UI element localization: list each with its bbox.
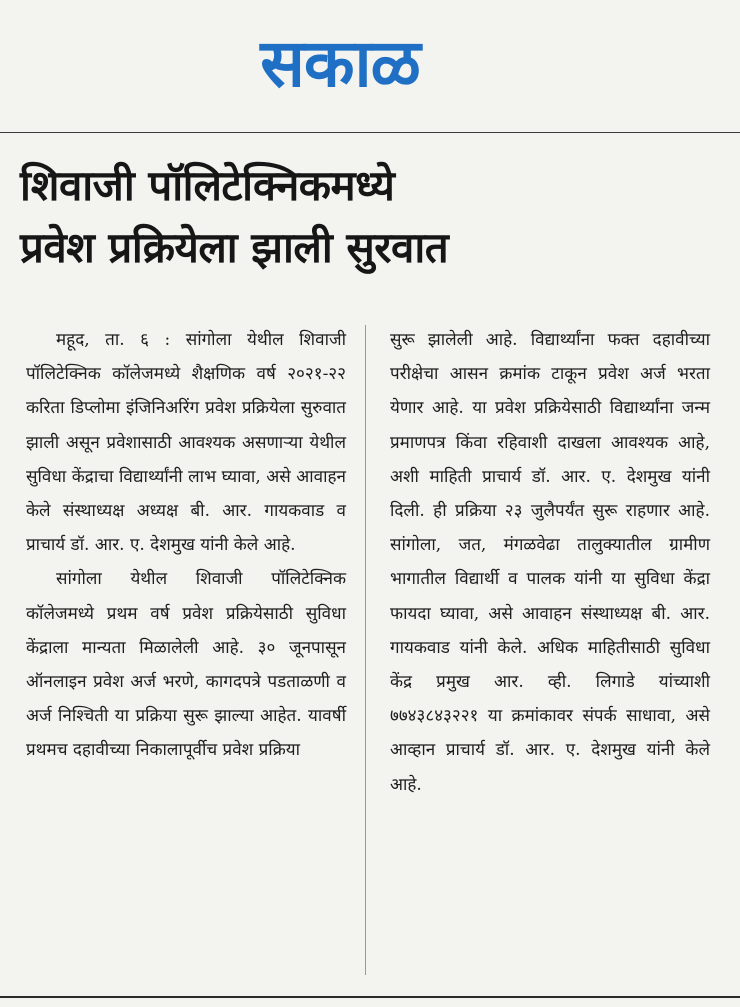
article-paragraph: सुरू झालेली आहे. विद्यार्थ्यांना फक्त दहावीच्या परीक्षेचा आसन क्रमांक टाकून प्रवेश अर्ज भरता येणार आहे. या प्रवेश प्रक्रियेसाठी विद्यार्थ्यांना जन्म प्रमाणपत्र किंवा रहिवाशी दाखला आवश्यक आहे, अशी माहिती प्राचार्य डॉ. आर. ए. देशमुख यांनी दिली. ही प्रक्रिया २३ जुलैपर्यंत सुरू राहणार आहे. सांगोला, जत, मंगळवेढा तालुक्यातील ग्रामीण भागातील विद्यार्थी व पालक यांनी या सुविधा केंद्रा फायदा घ्यावा, असे आवाहन संस्थाध्यक्ष बी. आर. गायकवाड यांनी केले. अधिक माहितीसाठी सुविधा केंद्र प्रमुख आर. व्ही. लिगाडे यांच्याशी ७७४३८४३२२१ या क्रमांकावर संपर्क साधावा, असे आव्हान प्राचार्य डॉ. आर. ए. देशमुख यांनी केले आहे. xyxy=(390,330,710,795)
article-paragraph: महूद, ता. ६ : सांगोला येथील शिवाजी पॉलिटेक्निक कॉलेजमध्ये शैक्षणिक वर्ष २०२१-२२ करिता डिप्लोमा इंजिनिअरिंग प्रवेश प्रक्रियेला सुरुवात झाली असून प्रवेशासाठी आवश्यक असणाऱ्या येथील सुविधा केंद्राचा विद्यार्थ्यांनी लाभ घ्यावा, असे आवाहन केले संस्थाध्यक्ष अध्यक्ष बी. आर. गायकवाड व प्राचार्य डॉ. आर. ए. देशमुख यांनी केले आहे. xyxy=(26,330,346,556)
top-rule xyxy=(0,132,740,133)
article-paragraph: सांगोला येथील शिवाजी पॉलिटेक्निक कॉलेजमध्ये प्रथम वर्ष प्रवेश प्रक्रियेसाठी सुविधा केंद्राला मान्यता मिळालेली आहे. ३० जूनपासून ऑनलाइन प्रवेश अर्ज भरणे, कागदपत्रे पडताळणी व अर्ज निश्चिती या प्रक्रिया सुरू झाल्या आहेत. यावर्षी प्रथमच दहावीच्या निकालापूर्वीच प्रवेश प्रक्रिया xyxy=(26,569,346,761)
masthead-logo: सकाळ xyxy=(260,25,420,102)
article-column-left xyxy=(26,323,346,768)
bottom-rule xyxy=(0,996,740,998)
column-divider xyxy=(365,325,366,975)
headline-line-1: शिवाजी पॉलिटेक्निकमध्ये xyxy=(20,161,395,210)
newspaper-masthead xyxy=(200,22,480,114)
headline-line-2: प्रवेश प्रक्रियेला झाली सुरवात xyxy=(20,223,449,272)
headline xyxy=(20,155,730,279)
article-column-right xyxy=(390,323,710,802)
